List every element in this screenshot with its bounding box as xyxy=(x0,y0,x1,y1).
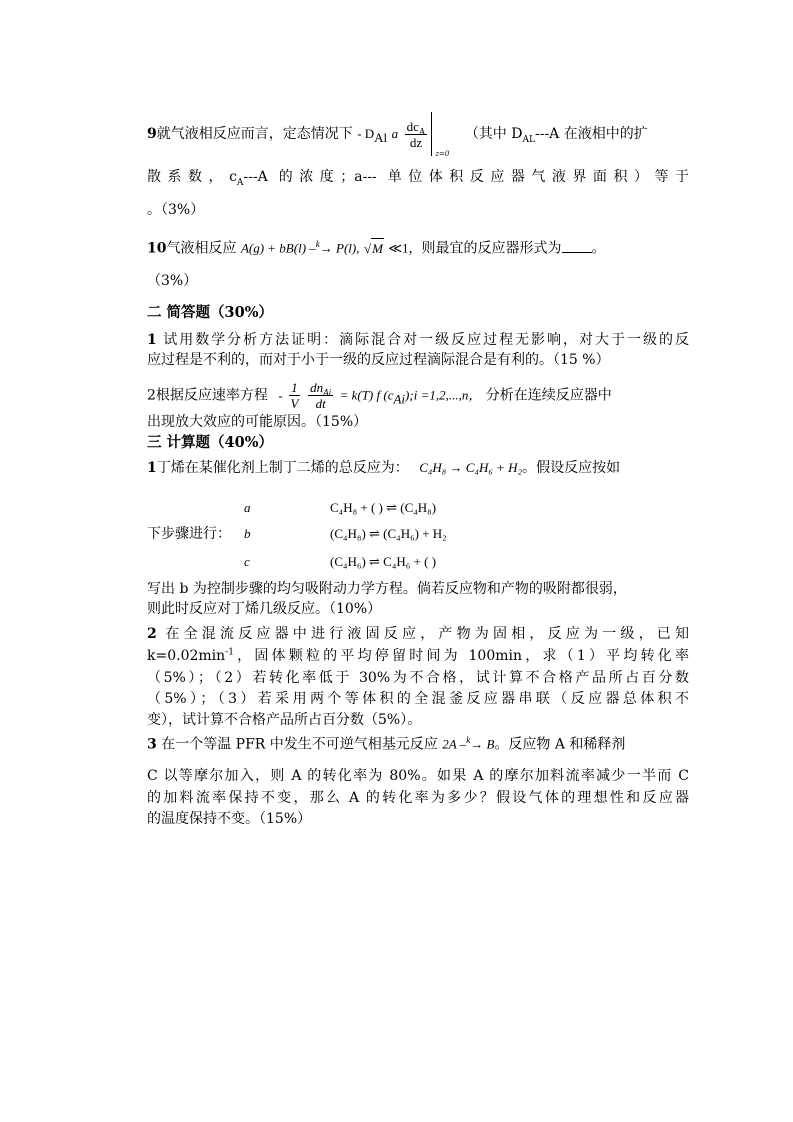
q9-line2-a: 散系数，c xyxy=(147,169,237,185)
s2-q2-frac2-den: dt xyxy=(315,396,326,411)
q9-frac-num-sub: A xyxy=(418,126,426,137)
q9-line3: 。（3%） xyxy=(147,202,205,218)
s2-q2-line1 xyxy=(147,380,612,411)
s3-q3-formula: 2A – xyxy=(442,736,467,752)
s3-q3-line2: C 以等摩尔加入，则 A 的转化率为 80%。如果 A 的摩尔加料流率减少一半而 C xyxy=(147,768,689,784)
s3-q2-line1 xyxy=(147,624,689,644)
q9-eval-at: z=0 xyxy=(435,150,450,158)
q10-formula-c: ≪1， xyxy=(388,240,422,256)
s3-q3-line3: 的加料流率保持不变，那么 A 的转化率为多少？假设气体的理想性和反应器 xyxy=(147,790,689,806)
s2-q2-text-b: 分析在连续反应器中 xyxy=(485,387,612,404)
s3-q2-line3: （5%）；（2）若转化率低于 30%为不合格，试计算不合格产品所占百分数 xyxy=(147,670,689,686)
s2-q1-line1 xyxy=(147,330,689,350)
s3-q3-line4: 的温度保持不变。（15%） xyxy=(147,811,312,827)
s3-q1-step-b-label: b xyxy=(244,526,251,541)
s3-q2-line2-a: k=0.02min xyxy=(147,648,226,664)
s2-q2-number: 2 xyxy=(147,387,156,404)
s3-q2-line2 xyxy=(147,646,689,666)
s2-q2-text-a: 根据反应速率方程 xyxy=(155,387,268,404)
s2-q1-line1-text: 试用数学分析方法证明：滴际混合对一级反应过程无影响，对大于一级的反 xyxy=(163,332,690,348)
s2-q1-number: 1 xyxy=(147,332,157,348)
q10-answer-blank xyxy=(562,240,592,253)
s2-q2-frac2-num: dn xyxy=(310,380,324,395)
s3-q1-step-c: (C₄H₆) ⇌ C₄H₆ + ( ) xyxy=(330,554,437,569)
q9-line1 xyxy=(147,112,648,156)
s2-q2-frac2-num-sub: Ai xyxy=(323,387,332,398)
q9-line2-sub: A xyxy=(236,177,244,188)
s3-q2-line4: （5%）；（3）若采用两个等体积的全混釜反应器串联（反应器总体积不 xyxy=(147,691,689,707)
s3-q1-overall: C₄H₈ → C₄H₆ + H₂ xyxy=(419,460,523,475)
s3-q1-line-a: 写出 b 为控制步骤的均匀吸附动力学方程。倘若反应物和产物的吸附都很弱， xyxy=(147,581,627,597)
s3-q3-arrow-label: k xyxy=(466,735,471,745)
s3-q1-step-a-label: a xyxy=(244,500,251,515)
s3-q1-step-b: (C₄H₈) ⇌ (C₄H₆) + H₂ xyxy=(330,526,447,541)
s3-q2-number: 2 xyxy=(147,626,157,642)
q9-line2-b: ---A 的浓度；a--- 单位体积反应器气液界面积）等于 xyxy=(243,169,689,185)
q9-line2 xyxy=(147,167,689,187)
s3-q2-line5: 变），试计算不合格产品所占百分数（5%）。 xyxy=(147,712,422,728)
s3-q1-number: 1 xyxy=(147,460,157,476)
q9-formula-prefix: - D xyxy=(357,126,375,141)
s3-q3-formula-b: → B xyxy=(470,736,495,752)
s3-q1-line-b: 则此时反应对丁烯几级反应。（10%） xyxy=(147,601,382,617)
s2-q1-line2: 应过程是不利的，而对于小于一级的反应过程滴际混合是有利的。（15 %） xyxy=(147,352,610,368)
s3-q3-text-b: 。反应物 A 和稀释剂 xyxy=(494,736,626,753)
q10-arrow-label: k xyxy=(315,239,320,249)
s3-q2-line2-sup: -1 xyxy=(225,647,234,658)
s3-q1-line1 xyxy=(147,458,620,478)
s2-q2-rhs-b: );i =1,2,...,n， xyxy=(405,387,482,403)
section2-title: 二 简答题（30%） xyxy=(147,304,274,321)
q9-formula-a: a xyxy=(391,126,399,141)
s2-q2-line2: 出现放大效应的可能原因。（15%） xyxy=(147,414,368,430)
q10-formula: A(g) + bB(l) – xyxy=(240,240,316,256)
q10-sqrt-label: M xyxy=(371,238,384,259)
q9-eval-bar xyxy=(431,112,450,158)
section3-title: 三 计算题（40%） xyxy=(147,434,274,451)
s3-q1-steps-label: 下步骤进行： xyxy=(147,526,231,542)
q10-score: （3%） xyxy=(147,273,198,289)
s3-q3-text-a: 在一个等温 PFR 中发生不可逆气相基元反应 xyxy=(161,736,438,753)
s3-q3-number: 3 xyxy=(147,736,157,753)
s2-q2-frac1 xyxy=(289,380,300,411)
q9-number: 9 xyxy=(147,126,157,142)
q9-frac-den: dz xyxy=(409,134,423,150)
q10-text-a: 气液相反应 xyxy=(166,240,237,257)
s3-q2-line2-b: ，固体颗粒的平均停留时间为 100min，求（1）平均转化率 xyxy=(233,648,689,664)
q9-derivative xyxy=(405,119,428,150)
s2-q2-sign: - xyxy=(278,387,283,403)
q9-formula-sub: Al xyxy=(374,129,388,145)
s2-q2-frac1-den: V xyxy=(290,396,299,411)
s2-q2-rhs-sub: Ai xyxy=(393,391,406,407)
s3-q2-line1-text: 在全混流反应器中进行液固反应，产物为固相，反应为一级，已知 xyxy=(165,626,690,642)
s3-q1-text-a: 丁烯在某催化剂上制丁二烯的总反应为： xyxy=(156,460,409,476)
s3-q1-step-c-label: c xyxy=(244,554,250,569)
q10-text-c: 。 xyxy=(591,240,606,257)
s2-q2-frac2 xyxy=(308,380,333,411)
q9-text-b-sub: AL xyxy=(522,134,535,145)
s3-q1-text-b: 。假设反应按如 xyxy=(522,460,621,476)
q10-number: 10 xyxy=(147,240,167,257)
q9-text-b: （其中 D xyxy=(464,126,523,142)
s2-q2-rhs: = k(T) f (c xyxy=(339,387,394,403)
s2-q2-frac1-num: 1 xyxy=(291,380,298,395)
s3-q1-step-a: C₄H₈ + ( ) ⇌ (C₄H₈) xyxy=(330,500,437,515)
q9-frac-num: dc xyxy=(406,118,419,134)
q10-text-b: 则最宜的反应器形式为 xyxy=(421,240,562,257)
s3-q3-line1 xyxy=(147,730,625,755)
q10-line1: 10气液相反应 A(g) + bB(l) –$^k$→ P(l), √M ≪1，则最宜的反应器形式为 。 xyxy=(147,239,606,257)
q9-text-a: 就气液相反应而言，定态情况下 xyxy=(156,126,353,142)
q10-formula-b: → P(l), xyxy=(319,240,360,256)
q9-text-c: ---A 在液相中的扩 xyxy=(534,126,648,142)
